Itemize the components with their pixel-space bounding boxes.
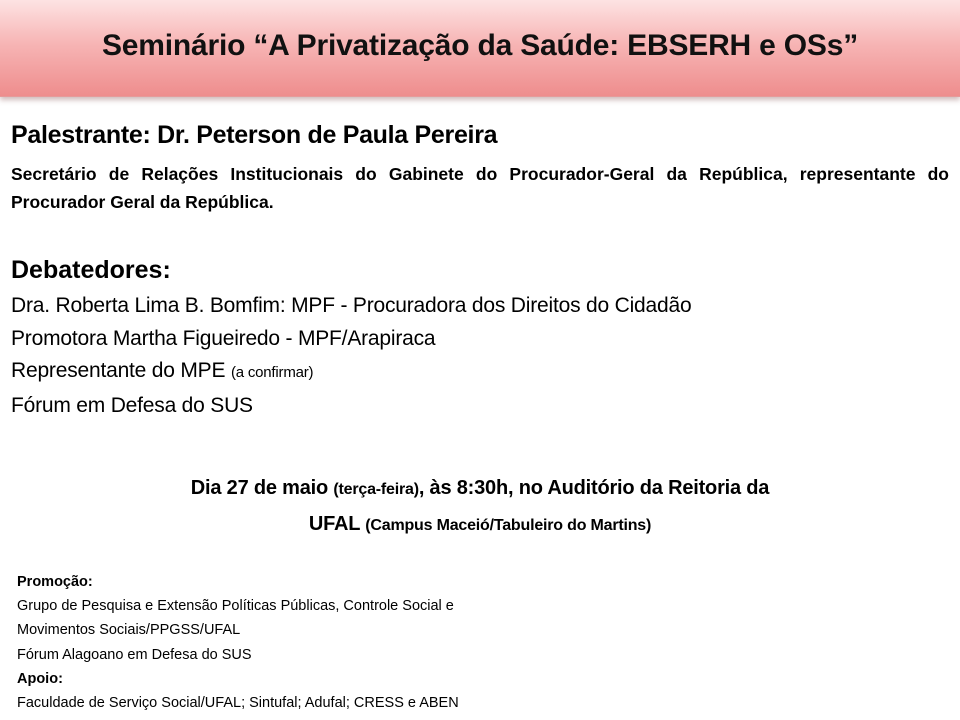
event-weekday: (terça-feira) <box>333 481 419 498</box>
event-info <box>0 471 960 543</box>
debater-item <box>11 355 691 390</box>
support-label: Apoio: <box>17 670 63 687</box>
speaker-role: Secretário de Relações Institucionais do Gabinete do Procurador-Geral da República, representante do Procurador Geral da República. <box>11 164 949 212</box>
debaters-list <box>11 290 691 422</box>
event-campus: (Campus Maceió/Tabuleiro do Martins) <box>365 517 652 534</box>
event-university: UFAL <box>308 513 360 535</box>
support-text: Faculdade de Serviço Social/UFAL; Sintufal; Adufal; CRESS e ABEN <box>17 695 459 712</box>
event-line-2 <box>0 507 960 543</box>
promotion-line: Grupo de Pesquisa e Extensão Políticas Públicas, Controle Social e <box>17 598 454 615</box>
event-line-1 <box>0 471 960 507</box>
promotion-line: Fórum Alagoano em Defesa do SUS <box>17 646 252 663</box>
footer <box>17 570 459 715</box>
promotion-label: Promoção: <box>17 574 93 590</box>
debater-item <box>11 390 691 423</box>
debater-item <box>11 290 691 323</box>
debater-note: (a confirmar) <box>230 364 314 381</box>
slide-title: Seminário “A Privatização da Saúde: EBSERH e OSs” <box>101 29 858 62</box>
debater-name: Representante do MPE <box>11 359 226 382</box>
debater-name: Promotora Martha Figueiredo - MPF/Arapiraca <box>11 326 436 350</box>
event-time-place: , às 8:30h, no Auditório da Reitoria da <box>418 477 770 499</box>
debaters-heading: Debatedores: <box>11 256 171 284</box>
speaker-heading: Palestrante: Dr. Peterson de Paula Pereira <box>11 121 498 149</box>
promotion-line: Movimentos Sociais/PPGSS/UFAL <box>17 622 241 639</box>
debater-name: Fórum em Defesa do SUS <box>11 393 253 417</box>
debater-item <box>11 323 691 356</box>
event-date: Dia 27 de maio <box>190 477 329 499</box>
title-banner <box>0 0 960 97</box>
debater-name: Dra. Roberta Lima B. Bomfim: MPF - Procuradora dos Direitos do Cidadão <box>11 294 692 317</box>
